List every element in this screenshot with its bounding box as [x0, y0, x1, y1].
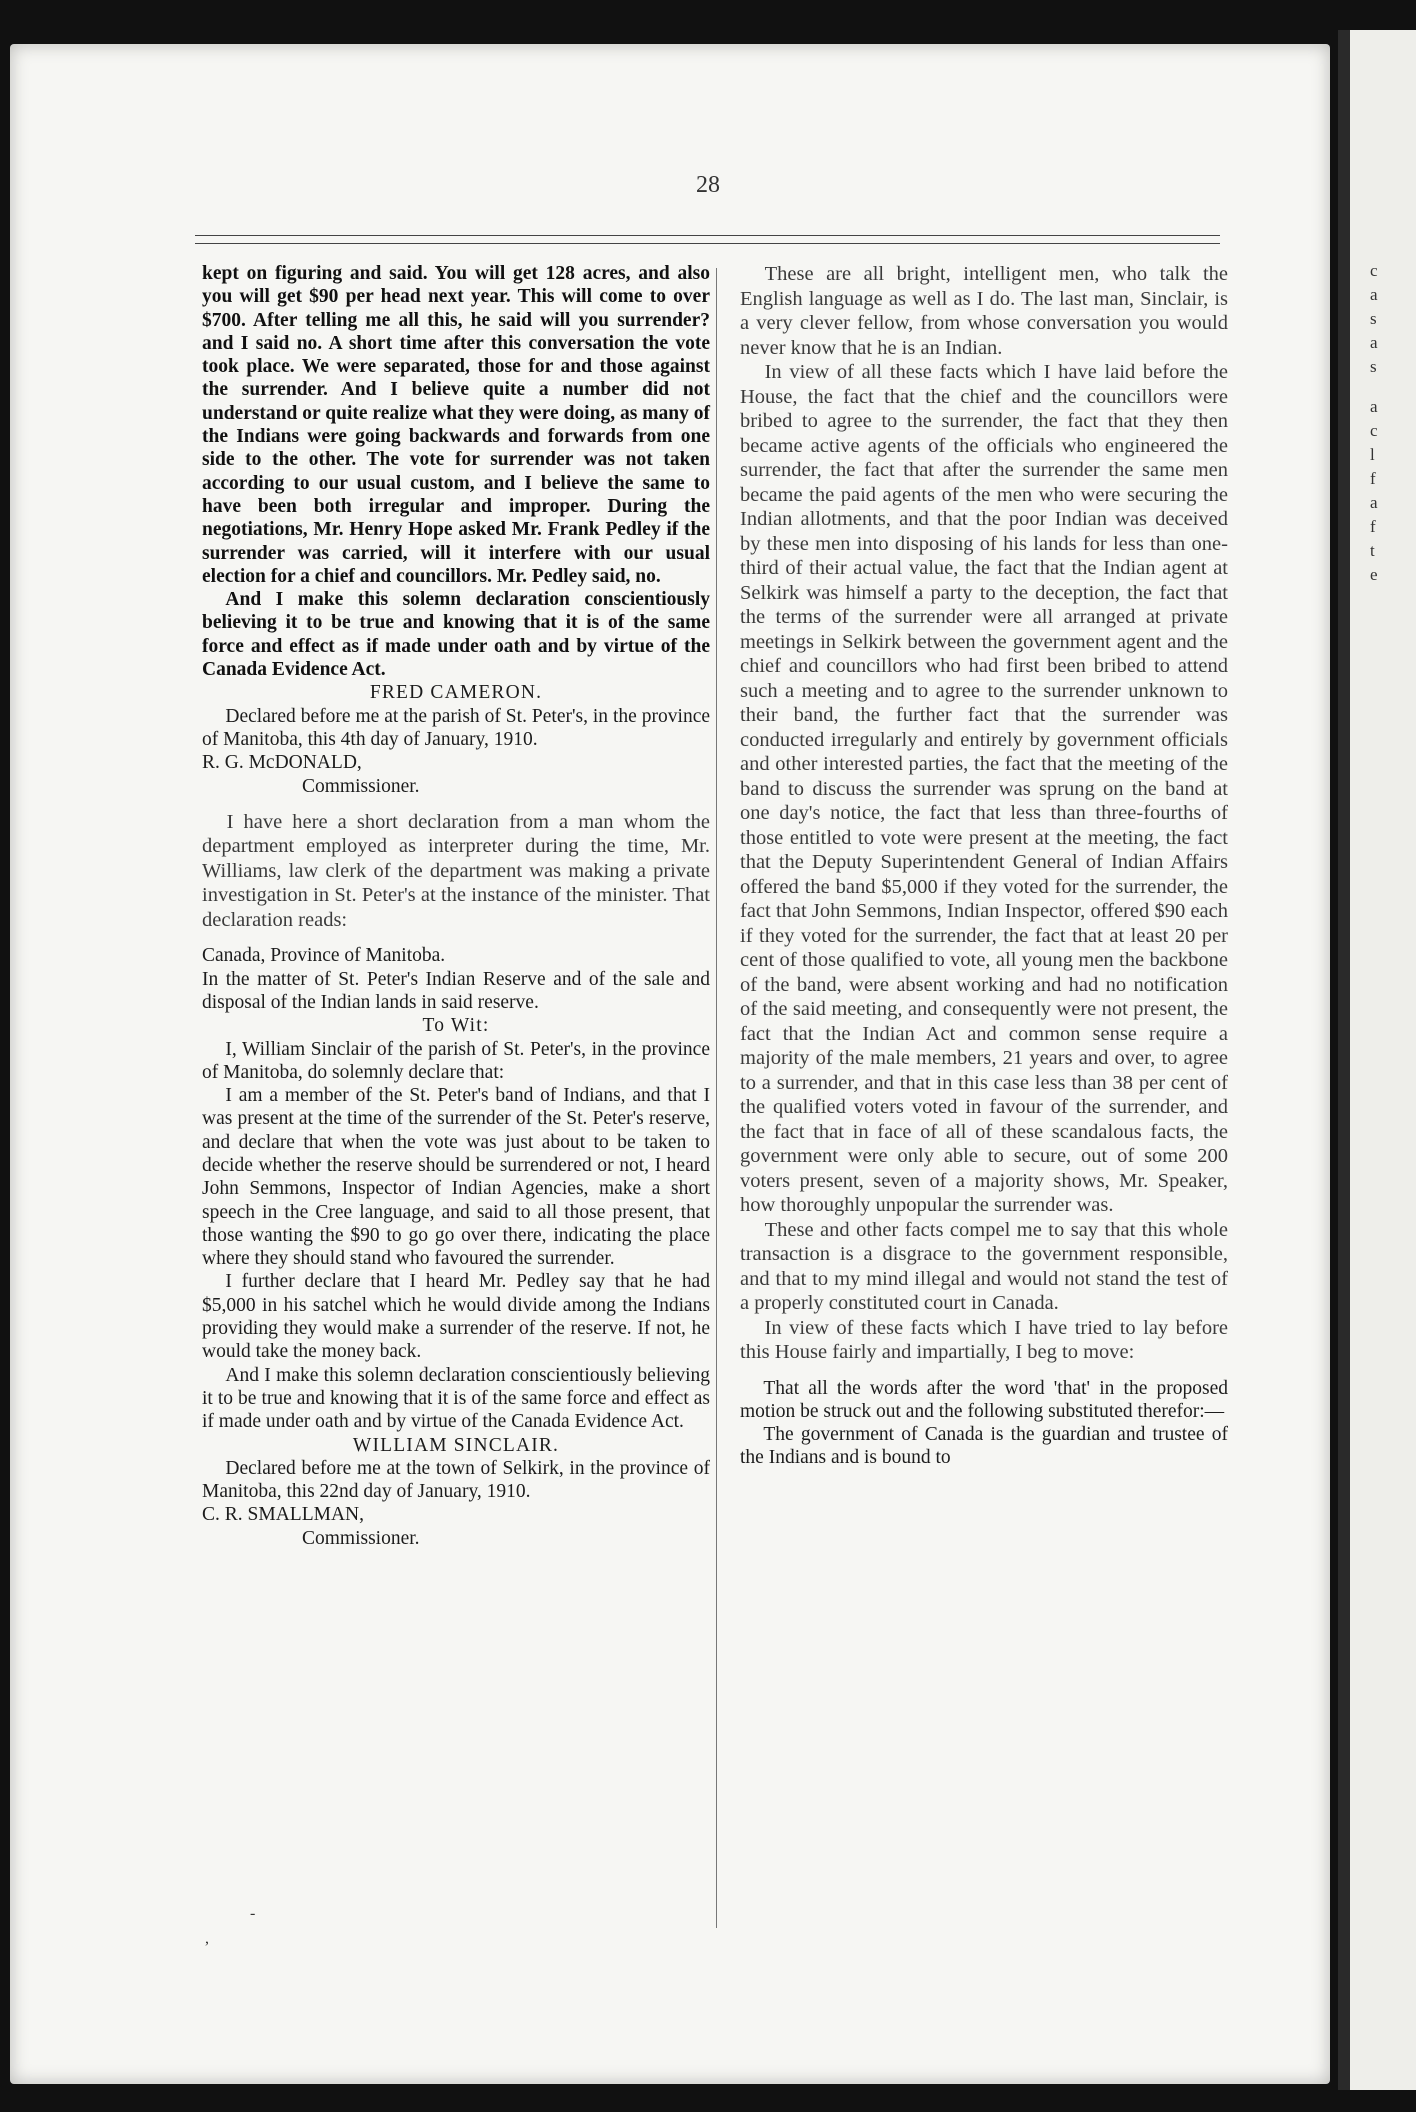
- adjacent-page-fragment: a: [1370, 397, 1378, 416]
- left-column: [202, 262, 710, 1550]
- signature-line: C. R. SMALLMAN,: [202, 1504, 364, 1526]
- paragraph-gap: [740, 1365, 1228, 1377]
- right-column: [740, 262, 1228, 1470]
- paragraph: In view of these facts which I have tried to lay before this House fairly and impartially, I beg to move:: [740, 1316, 1228, 1363]
- paragraph: I have here a short declaration from a man whom the department employed as interpreter during the time, Mr. Williams, law clerk of the department was making a private investigation in St. Peter's at the instance of the minister. That declaration reads:: [202, 810, 710, 931]
- adjacent-page-fragment: s: [1370, 309, 1377, 328]
- adjacent-page-fragment: f: [1370, 517, 1376, 536]
- signature-line: Commissioner.: [302, 775, 420, 797]
- page-gutter: [1338, 30, 1350, 2090]
- paragraph: I am a member of the St. Peter's band of Indians, and that I was present at the time of the surrender of the St. Peter's reserve, and declare that when the vote was just about to be taken to decide whether the reserve should be surrendered or not, I heard John Semmons, Inspector of Indian Agencies, make a short speech in the Cree language, and said to all those present, that those wanting the $90 to go go over there, indicating the place where they should stand who favoured the surrender.: [202, 1085, 710, 1270]
- signature-line: WILLIAM SINCLAIR.: [352, 1434, 560, 1456]
- paragraph: The government of Canada is the guardian and trustee of the Indians and is bound to: [740, 1424, 1228, 1469]
- adjacent-page-fragment: l: [1370, 445, 1375, 464]
- adjacent-page-fragment: c: [1370, 261, 1378, 280]
- page-number: 28: [696, 172, 720, 198]
- paragraph: I, William Sinclair of the parish of St. Peter's, in the province of Manitoba, do solemnly declare that:: [202, 1038, 710, 1083]
- paragraph: These are all bright, intelligent men, who talk the English language as well as I do. The last man, Sinclair, is a very clever fellow, from whose conversation you would never know that he is an Indian.: [740, 263, 1228, 359]
- column-divider: [716, 268, 717, 1928]
- header-rule-bottom: [195, 243, 1220, 244]
- paragraph: Declared before me at the parish of St. Peter's, in the province of Manitoba, this 4th day of January, 1910.: [202, 705, 710, 750]
- paragraph: I further declare that I heard Mr. Pedley say that he had $5,000 in his satchel which he would divide among the Indians providing they would make a surrender of the reserve. If not, he would take the money back.: [202, 1271, 710, 1363]
- adjacent-page-edge: [1338, 30, 1416, 2090]
- paragraph: kept on figuring and said. You will get 128 acres, and also you will get $90 per head next year. This will come to over $700. After telling me all this, he said will you surrender? and I said no. A short time after this conversation the vote took place. We were separated, those for and those against the surrender. And I believe quite a number did not understand or quite realize what they were doing, as many of the Indians were going backwards and forwards from one side to the other. The vote for surrender was not taken according to our usual custom, and I believe the same to have been both irregular and improper. During the negotiations, Mr. Henry Hope asked Mr. Frank Pedley if the surrender was carried, will it interfere with our usual election for a chief and councillors. Mr. Pedley said, no.: [202, 263, 710, 587]
- signature-line: Commissioner.: [302, 1527, 420, 1549]
- adjacent-page-fragment: s: [1370, 357, 1377, 376]
- header-rule-top: [195, 235, 1220, 236]
- adjacent-page-fragment: f: [1370, 469, 1376, 488]
- adjacent-page-fragment: a: [1370, 285, 1378, 304]
- signature-line: R. G. McDONALD,: [202, 752, 362, 774]
- paragraph: In view of all these facts which I have laid before the House, the fact that the chief and the councillors were bribed to agree to the surrender, the fact that they then became active agents of the officials who engineered the surrender, the fact that after the surrender the same men became the paid agents of the men who were securing the Indian allotments, and that the poor Indian was deceived by these men into disposing of his lands for less than one-third of their actual value, the fact that the Indian agent at Selkirk was himself a party to the deception, the fact that the terms of the surrender were all arranged at private meetings in Selkirk between the government agent and the chief and councillors who had first been bribed to attend such a meeting and to agree to the surrender unknown to their band, the further fact that the surrender was conducted irregularly and entirely by government officials and other interested parties, the fact that the meeting of the band to discuss the surrender was sprung on the band at one day's notice, the fact that less than three-fourths of those entitled to vote were present at the meeting, the fact that the Deputy Superintendent General of Indian Affairs offered the band $5,000 if they voted for the surrender, the fact that John Semmons, Indian Inspector, offered $90 each if they voted for the surrender, the fact that at least 20 per cent of those qualified to vote, all young men the backbone of the band, were absent working and had no notification of the said meeting, and consequently were not present, the fact that the Indian Act and common sense require a majority of the male members, 21 years and over, to agree to a surrender, and that in this case less than 38 per cent of the qualified voters voted in favour of the surrender, and the fact that in face of all of these scandalous facts, the government were only able to secure, out of some 200 voters present, seven of a majority shows, Mr. Speaker, how thoroughly unpopular the surrender was.: [740, 361, 1228, 1216]
- paragraph-gap: [202, 932, 710, 944]
- paragraph: These and other facts compel me to say that this whole transaction is a disgrace to the government responsible, and that to my mind illegal and would not stand the test of a properly constituted court in Canada.: [740, 1218, 1228, 1314]
- adjacent-page-fragment: t: [1370, 541, 1375, 560]
- adjacent-page-fragment: e: [1370, 565, 1378, 584]
- paragraph: Declared before me at the town of Selkirk, in the province of Manitoba, this 22nd day of January, 1910.: [202, 1457, 710, 1503]
- adjacent-page-fragment: c: [1370, 421, 1378, 440]
- paragraph: In the matter of St. Peter's Indian Reserve and of the sale and disposal of the Indian lands in said reserve.: [202, 968, 710, 1013]
- paragraph: And I make this solemn declaration conscientiously believing it to be true and knowing that it is of the same force and effect as if made under oath and by virtue of the Canada Evidence Act.: [202, 589, 710, 681]
- adjacent-page-fragment: a: [1370, 333, 1378, 352]
- adjacent-page-fragment: a: [1370, 493, 1378, 512]
- paragraph: And I make this solemn declaration conscientiously believing it to be true and knowing that it is of the same force and effect as if made under oath and by virtue of the Canada Evidence Act.: [202, 1364, 710, 1433]
- print-speck: -: [250, 1905, 256, 1922]
- signature-line: To Wit:: [422, 1015, 490, 1037]
- paragraph: That all the words after the word 'that' in the proposed motion be struck out and the following substituted therefor:—: [740, 1377, 1228, 1422]
- paragraph: Canada, Province of Manitoba.: [202, 945, 446, 967]
- signature-line: FRED CAMERON.: [369, 682, 543, 704]
- paragraph-gap: [202, 798, 710, 810]
- print-speck: ,: [205, 1930, 209, 1947]
